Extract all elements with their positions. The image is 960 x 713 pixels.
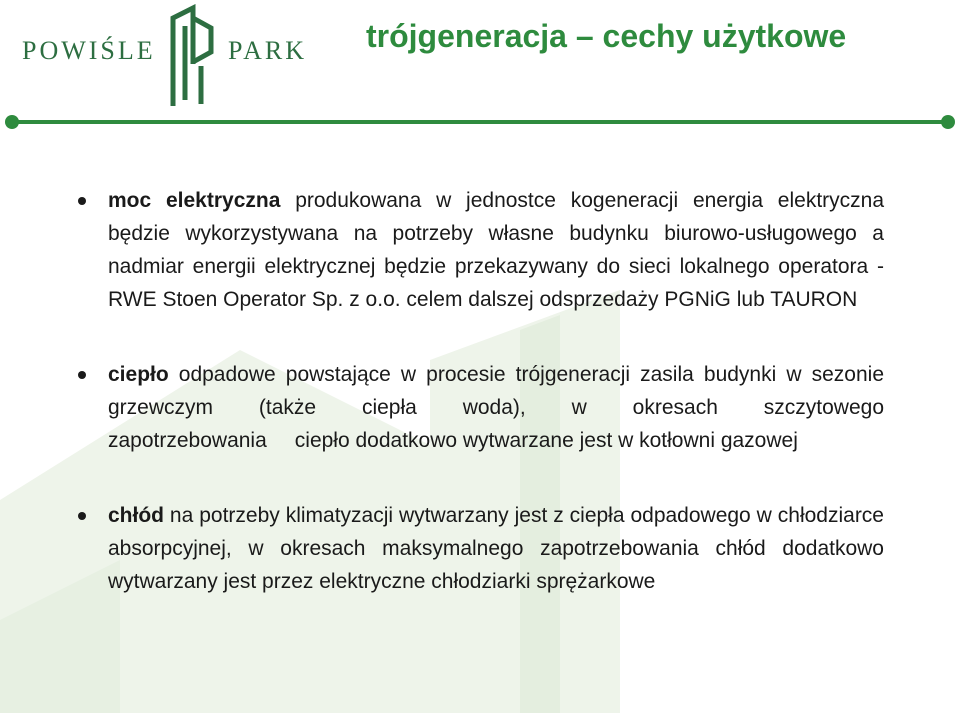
bullet-term: chłód [108,504,164,527]
bullet-dot [78,197,86,205]
bullet-item-cooling [78,499,884,598]
bullet-term: ciepło [108,363,169,386]
bullet-dot [78,371,86,379]
bullet-term: moc elektryczna [108,189,281,212]
logo-mark-icon [163,4,219,108]
page-title: trójgeneracja – cechy użytkowe [366,18,847,54]
logo-word-powisle: POWIŚLE [22,36,156,65]
company-logo [20,4,310,108]
bullet-item-power [78,184,884,316]
bullet-text: produkowana w jednostce kogeneracji energia elektryczna będzie wykorzystywana na potrzeby własne budynku biurowo-usługowego a nadmiar energii elektrycznej będzie przekazywany do sieci lokalnego operatora - RWE Stoen Operator Sp. z o.o. celem dalszej odsprzedaży PGNiG lub TAURON [108,189,885,311]
bullet-dot [78,512,86,520]
bullet-list [78,184,884,598]
bullet-text: na potrzeby klimatyzacji wytwarzany jest z ciepła odpadowego w chłodziarce absorpcyjnej, w okresach maksymalnego zapotrzebowania chłód dodatkowo wytwarzany jest przez elektryczne chłodziarki sprężarkowe [108,504,884,593]
bullet-item-heat [78,358,884,457]
bullet-text: odpadowe powstające w procesie trójgeneracji zasila budynki w sezonie grzewczym (także ciepła woda), w okresach szczytowego zapotrzebowania [108,363,884,452]
bullet-text-continued: ciepło dodatkowo wytwarzane jest w kotłowni gazowej [294,429,798,452]
logo-word-park: PARK [228,36,307,65]
header-divider [0,110,960,134]
